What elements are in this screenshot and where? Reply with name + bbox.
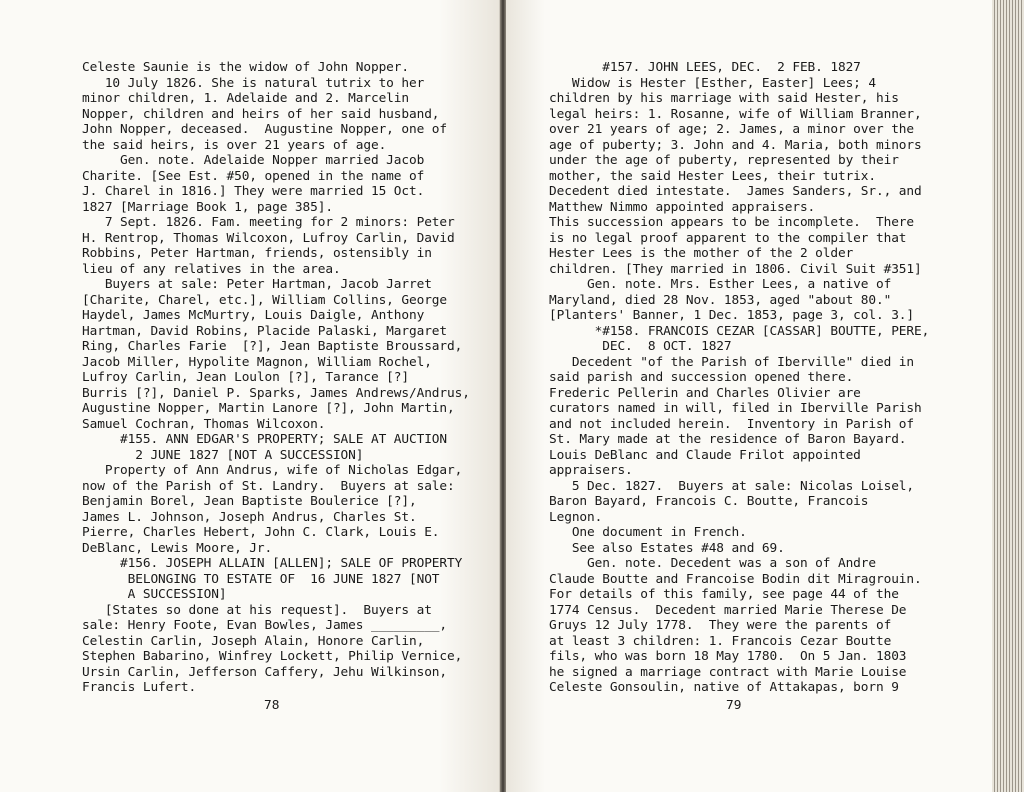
text-line: 2 JUNE 1827 [NOT A SUCCESSION] <box>82 447 364 463</box>
text-line: Charite. [See Est. #50, opened in the name of <box>82 168 425 184</box>
text-line: Baron Bayard, Francois C. Boutte, Francois <box>549 494 869 509</box>
text-line: at least 3 children: 1. Francois Cezar Boutte <box>549 633 892 649</box>
text-line: For details of this family, see page 44 of the <box>549 587 899 602</box>
text-line: One document in French. <box>549 525 747 540</box>
text-line: and not included herein. Inventory in Parish of <box>549 416 915 432</box>
text-line: John Nopper, deceased. Augustine Nopper, one of <box>82 122 448 137</box>
text-line: Augustine Nopper, Martin Lanore [?], John Martin, <box>82 401 455 416</box>
text-line: [Charite, Charel, etc.], William Collins, George <box>82 292 448 308</box>
text-line: over 21 years of age; 2. James, a minor over the <box>549 122 915 137</box>
text-line: Buyers at sale: Peter Hartman, Jacob Jarret <box>82 277 432 292</box>
text-line: sale: Henry Foote, Evan Bowles, James _________, <box>82 618 448 633</box>
text-line: Jacob Miller, Hypolite Magnon, William Rochel, <box>82 354 432 370</box>
text-line: Maryland, died 28 Nov. 1853, aged "about 80." <box>549 292 892 308</box>
text-line: fils, who was born 18 May 1780. On 5 Jan. 1803 <box>549 649 907 664</box>
text-line: Matthew Nimmo appointed appraisers. <box>549 199 816 215</box>
text-line: Francis Lufert. <box>82 680 197 695</box>
text-line: Pierre, Charles Hebert, John C. Clark, Louis E. <box>82 525 440 540</box>
text-line: 1827 [Marriage Book 1, page 385]. <box>82 199 333 215</box>
text-line: Samuel Cochran, Thomas Wilcoxon. <box>82 416 326 432</box>
text-line: Ring, Charles Farie [?], Jean Baptiste Broussard, <box>82 339 463 354</box>
text-line: See also Estates #48 and 69. <box>549 540 785 556</box>
text-line: Decedent "of the Parish of Iberville" died in <box>549 354 915 370</box>
text-line: [States so done at his request]. Buyers at <box>82 602 432 618</box>
text-line: Gen. note. Adelaide Nopper married Jacob <box>82 153 425 168</box>
text-line: Celestin Carlin, Joseph Alain, Honore Carlin, <box>82 633 425 649</box>
text-line: lieu of any relatives in the area. <box>82 261 341 277</box>
text-line: said parish and succession opened there. <box>549 370 854 385</box>
text-line: *#158. FRANCOIS CEZAR [CASSAR] BOUTTE, PERE, <box>549 323 930 339</box>
text-line: 1774 Census. Decedent married Marie Therese De <box>549 602 907 618</box>
text-line: BELONGING TO ESTATE OF 16 JUNE 1827 [NOT <box>82 571 440 587</box>
left-page-number: 78 <box>264 698 280 713</box>
text-line: under the age of puberty, represented by their <box>549 153 899 168</box>
text-line: 7 Sept. 1826. Fam. meeting for 2 minors: Peter <box>82 215 455 230</box>
text-line: J. Charel in 1816.] They were married 15 Oct. <box>82 184 425 199</box>
text-line: H. Rentrop, Thomas Wilcoxon, Lufroy Carlin, David <box>82 230 455 246</box>
text-line: Property of Ann Andrus, wife of Nicholas Edgar, <box>82 463 463 478</box>
text-line: Louis DeBlanc and Claude Frilot appointed <box>549 447 861 463</box>
text-line: Decedent died intestate. James Sanders, Sr., and <box>549 184 922 199</box>
left-page <box>0 0 500 792</box>
text-line: now of the Parish of St. Landry. Buyers at sale: <box>82 478 455 494</box>
text-line: Gen. note. Decedent was a son of Andre <box>549 556 876 571</box>
text-line: Celeste Saunie is the widow of John Nopper. <box>82 60 409 75</box>
text-line: is no legal proof apparent to the compiler that <box>549 230 907 246</box>
text-line: mother, the said Hester Lees, their tutrix. <box>549 168 876 184</box>
right-page-text <box>549 60 929 696</box>
text-line: This succession appears to be incomplete. There <box>549 215 915 230</box>
text-line: DEC. 8 OCT. 1827 <box>549 339 732 354</box>
text-line: Widow is Hester [Esther, Easter] Lees; 4 <box>549 75 876 91</box>
text-line: Celeste Gonsoulin, native of Attakapas, born 9 <box>549 680 899 695</box>
text-line: Gen. note. Mrs. Esther Lees, a native of <box>549 277 892 292</box>
left-page-text <box>82 60 470 696</box>
text-line: children. [They married in 1806. Civil Suit #351] <box>549 261 922 277</box>
text-line: Legnon. <box>549 509 603 525</box>
text-line: Ursin Carlin, Jefferson Caffery, Jehu Wilkinson, <box>82 664 448 680</box>
text-line: Nopper, children and heirs of her said husband, <box>82 106 440 122</box>
text-line: #157. JOHN LEES, DEC. 2 FEB. 1827 <box>549 60 861 75</box>
text-line: the said heirs, is over 21 years of age. <box>82 137 387 153</box>
right-page <box>506 0 992 792</box>
text-line: Claude Boutte and Francoise Bodin dit Miragrouin. <box>549 571 922 587</box>
text-line: age of puberty; 3. John and 4. Maria, both minors <box>549 137 922 153</box>
text-line: Benjamin Borel, Jean Baptiste Boulerice [?], <box>82 494 417 509</box>
text-line: Lufroy Carlin, Jean Loulon [?], Tarance [?] <box>82 370 409 385</box>
text-line: [Planters' Banner, 1 Dec. 1853, page 3, col. 3.] <box>549 308 915 323</box>
text-line: St. Mary made at the residence of Baron Bayard. <box>549 432 907 447</box>
text-line: curators named in will, filed in Iberville Parish <box>549 401 922 416</box>
text-line: James L. Johnson, Joseph Andrus, Charles St. <box>82 509 417 525</box>
text-line: 5 Dec. 1827. Buyers at sale: Nicolas Loisel, <box>549 478 915 494</box>
text-line: Hartman, David Robins, Placide Palaski, Margaret <box>82 323 448 339</box>
text-line: 10 July 1826. She is natural tutrix to her <box>82 75 425 91</box>
text-line: children by his marriage with said Hester, his <box>549 91 899 106</box>
text-line: A SUCCESSION] <box>82 587 227 602</box>
text-line: #156. JOSEPH ALLAIN [ALLEN]; SALE OF PROPERTY <box>82 556 463 571</box>
text-line: minor children, 1. Adelaide and 2. Marcelin <box>82 91 409 106</box>
right-page-number: 79 <box>726 698 742 713</box>
text-line: Hester Lees is the mother of the 2 older <box>549 246 854 261</box>
text-line: Frederic Pellerin and Charles Olivier are <box>549 385 861 401</box>
text-line: Haydel, James McMurtry, Louis Daigle, Anthony <box>82 308 425 323</box>
page-edges <box>992 0 1024 792</box>
text-line: Robbins, Peter Hartman, friends, ostensibly in <box>82 246 432 261</box>
text-line: Stephen Babarino, Winfrey Lockett, Philip Vernice, <box>82 649 463 664</box>
text-line: legal heirs: 1. Rosanne, wife of William Branner, <box>549 106 922 122</box>
text-line: #155. ANN EDGAR'S PROPERTY; SALE AT AUCTION <box>82 432 448 447</box>
text-line: Burris [?], Daniel P. Sparks, James Andrews/Andrus, <box>82 385 470 401</box>
text-line: DeBlanc, Lewis Moore, Jr. <box>82 540 273 556</box>
text-line: Gruys 12 July 1778. They were the parents of <box>549 618 892 633</box>
text-line: appraisers. <box>549 463 633 478</box>
text-line: he signed a marriage contract with Marie Louise <box>549 664 907 680</box>
